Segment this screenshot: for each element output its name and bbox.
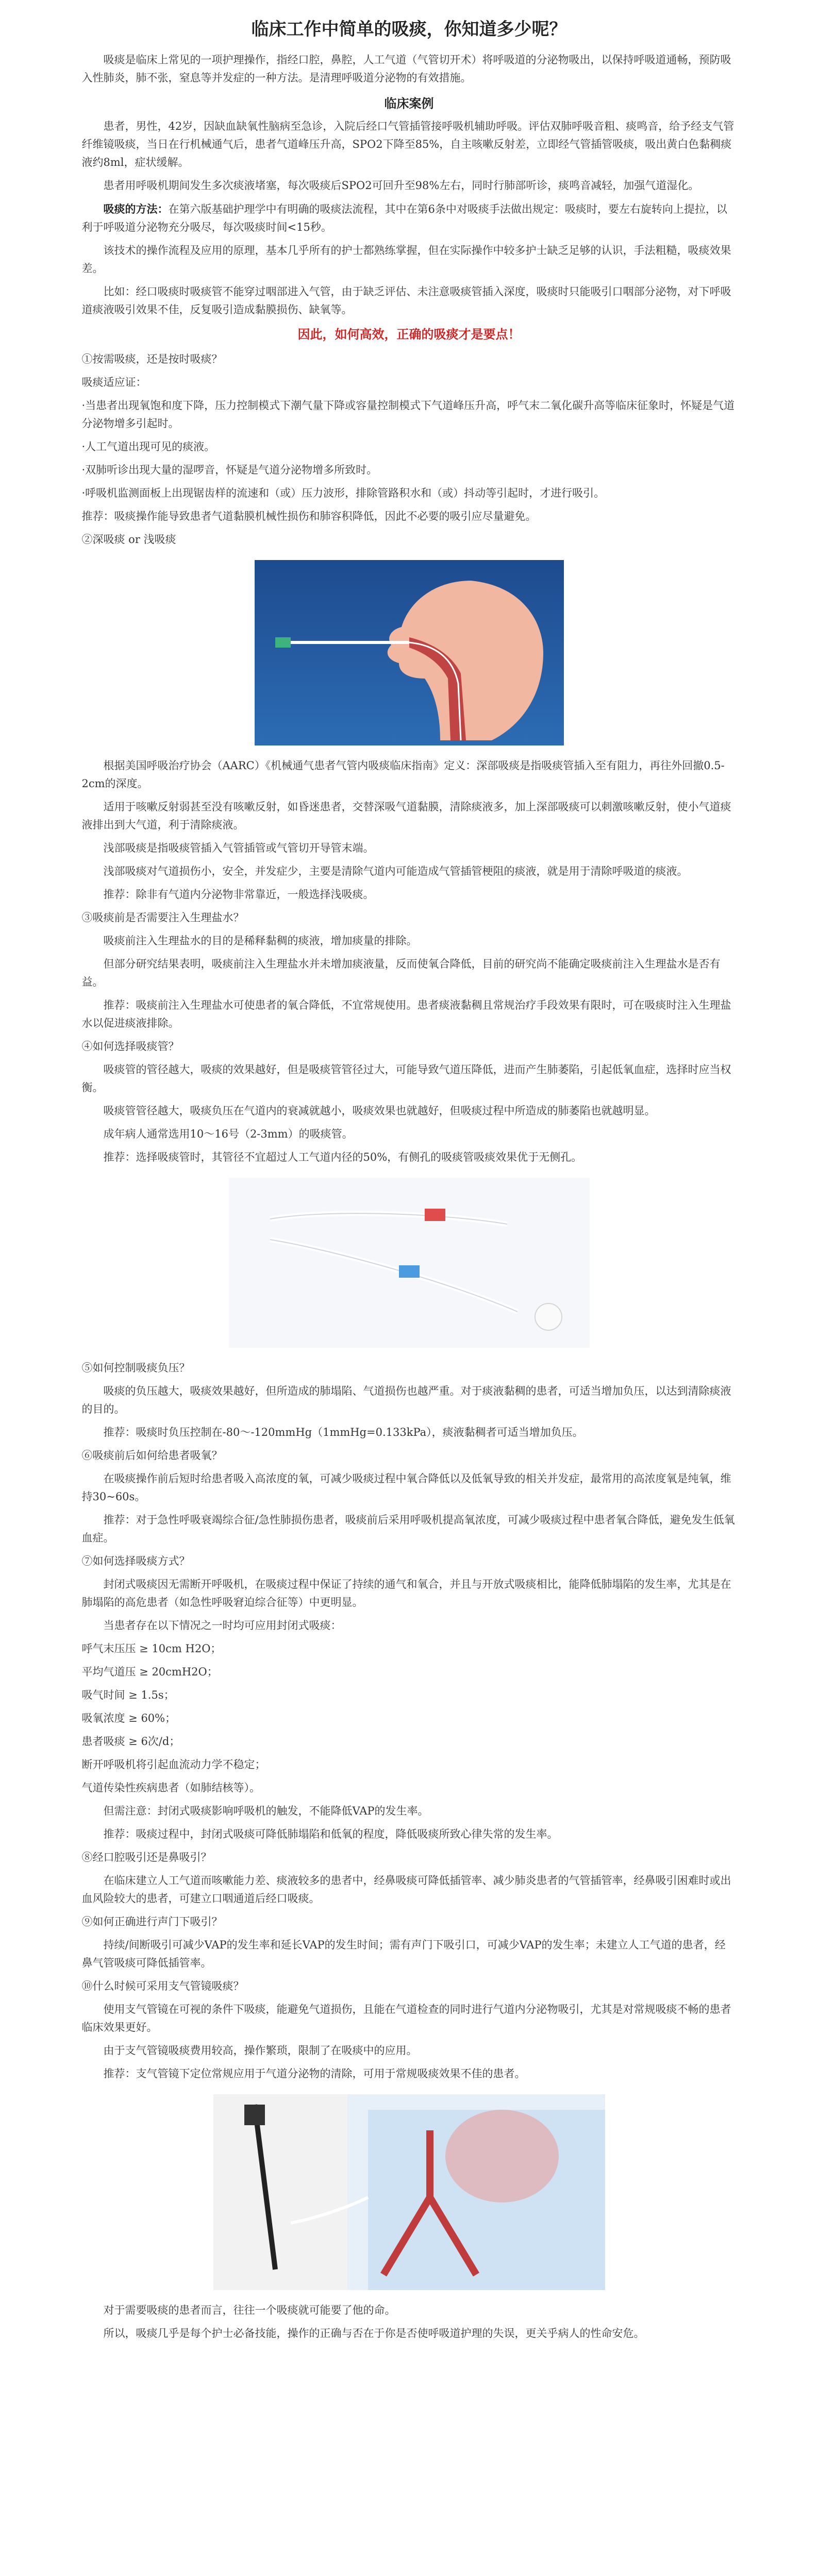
q8-title: ⑧经口腔吸引还是鼻吸引？ [81,1851,212,1863]
q3-paragraph: 推荐：吸痰前注入生理盐水可使患者的氧合降低，不宜常规使用。患者痰液黏稠且常规治疗手段效果有限时，可在吸痰时注入生理盐水以促进痰液排除。 [81,999,731,1029]
q8-paragraph: 在临床建立人工气道而咳嗽能力差、痰液较多的患者中，经鼻吸痰可降低插管率、减少肺炎患者的气管插管率，经鼻吸引困难时或出血风险较大的患者，可建立口咽通道后经口吸痰。 [81,1874,731,1905]
lung-lobe [445,2110,559,2202]
q7-condition: 患者吸痰 ≥ 6次/d； [81,1735,180,1748]
q6-paragraph: 推荐：对于急性呼吸衰竭综合征/急性肺损伤患者，吸痰前后采用呼吸机提高氧浓度，可减少吸痰过程中患者氧合降低，避免发生低氧血症。 [81,1514,735,1544]
q10-title: ⑩什么时候可采用支气管镜吸痰？ [81,1980,244,1992]
q7-condition: 吸氧浓度 ≥ 60%； [81,1712,176,1724]
article [82,0,737,2343]
phenomenon-label: 吸痰的方法： [103,202,169,215]
q2-title: ②深吸痰 or 浅吸痰 [81,533,176,546]
blue-connector [399,1265,420,1278]
discussion-paragraph: 比如：经口吸痰时吸痰管不能穿过咽部进入气管，由于缺乏评估、未注意吸痰管插入深度，吸痰时只能吸引口咽部分泌物，对下呼吸道痰液吸引效果不佳，反复吸引造成黏膜损伤、缺氧等。 [81,285,731,316]
q9-title: ⑨如何正确进行声门下吸引？ [81,1916,223,1928]
article-title: 临床工作中简单的吸痰，你知道多少呢？ [251,19,567,40]
closing-paragraph: 对于需要吸痰的患者而言，往往一个吸痰就可能要了他的命。 [103,2304,396,2316]
q7-condition: 吸气时间 ≥ 1.5s； [81,1689,175,1701]
q4-title: ④如何选择吸痰管？ [81,1040,179,1053]
bronchoscope-head [244,2105,265,2125]
q1-item: ·双肺听诊出现大量的湿啰音，怀疑是气道分泌物增多所致时。 [81,464,378,476]
q6-paragraph: 在吸痰操作前后短时给患者吸入高浓度的氧，可减少吸痰过程中氧合降低以及低氧导致的相关并发症，最常用的高浓度氧是纯氧，维持30~60s。 [81,1472,731,1503]
anatomy-figure [255,560,564,745]
key-question-heading: 因此，如何高效，正确的吸痰才是要点！ [297,327,521,342]
phenomenon-text: 在第六版基础护理学中有明确的吸痰法流程，其中在第6条中对吸痰手法做出规定：吸痰时，要左右旋转向上提拉，以利于呼吸道分泌物充分吸尽，每次吸痰时间<15秒。 [81,203,727,233]
catheter-connector [275,637,291,648]
q2-paragraph: 浅部吸痰是指吸痰管插入气管插管或气管切开导管末端。 [103,842,374,854]
q10-paragraph: 使用支气管镜在可视的条件下吸痰，能避免气道损伤，且能在气道检查的同时进行气道内分泌物吸引，尤其是对常规吸痰不畅的患者临床效果更好。 [81,2003,731,2033]
q2-paragraph: 浅部吸痰对气道损伤小，安全，并发症少，主要是清除气道内可能造成气管插管梗阻的痰液，就是用于清除呼吸道的痰液。 [103,865,688,877]
q5-paragraph: 吸痰的负压越大，吸痰效果越好，但所造成的肺塌陷、气道损伤也越严重。对于痰液黏稠的患者，可适当增加负压，以达到清除痰液的目的。 [81,1385,731,1415]
red-connector [425,1209,445,1221]
q1-recommend: 推荐：吸痰操作能导致患者气道黏膜机械性损伤和肺容积降低，因此不必要的吸引应尽量避免。 [81,510,537,522]
q2-paragraph: 推荐：除非有气道内分泌物非常靠近，一般选择浅吸痰。 [103,888,374,901]
bronchoscopy-figure [213,2094,605,2290]
q6-title: ⑥吸痰前后如何给患者吸氧？ [81,1449,223,1462]
discussion-paragraph: 该技术的操作流程及应用的原理，基本几乎所有的护士都熟练掌握，但在实际操作中较多护士缺乏足够的认识，手法粗糙，吸痰效果差。 [81,244,731,275]
q10-paragraph: 由于支气管镜吸痰费用较高，操作繁琐，限制了在吸痰中的应用。 [103,2044,418,2057]
q7-paragraph: 封闭式吸痰因无需断开呼吸机，在吸痰过程中保证了持续的通气和氧合，并且与开放式吸痰相比，能降低肺塌陷的发生率，尤其是在肺塌陷的高危患者（如急性呼吸窘迫综合征等）中更明显。 [81,1578,731,1608]
q2-paragraph: 根据美国呼吸治疗协会（AARC）《机械通气患者气管内吸痰临床指南》定义：深部吸痰是指吸痰管插入至有阻力，再往外回撤0.5-2cm的深度。 [81,759,725,790]
q7-condition: 断开呼吸机将引起血流动力学不稳定； [81,1758,266,1771]
q4-paragraph: 成年病人通常选用10～16号（2-3mm）的吸痰管。 [103,1128,353,1140]
q4-paragraph: 吸痰管管径越大，吸痰负压在气道内的衰减就越小，吸痰效果也就越好，但吸痰过程中所造成的肺萎陷也就越明显。 [103,1105,656,1117]
q4-paragraph: 推荐：选择吸痰管时，其管径不宜超过人工气道内径的50%，有侧孔的吸痰管吸痰效果优于无侧孔。 [103,1151,582,1163]
q7-condition: 呼气末压压 ≥ 10cm H2O； [81,1642,222,1655]
q4-paragraph: 吸痰管的管径越大，吸痰的效果越好，但是吸痰管管径过大，可能导致气道压降低，进而产生肺萎陷，引起低氧血症，选择时应当权衡。 [81,1063,731,1094]
q5-title: ⑤如何控制吸痰负压？ [81,1362,190,1374]
q7-title: ⑦如何选择吸痰方式？ [81,1555,190,1567]
q9-paragraph: 持续/间断吸引可减少VAP的发生率和延长VAP的发生时间；需有声门下吸引口，可减少VAP的发生率；未建立人工气道的患者，经鼻气管吸痰可降低插管率。 [81,1939,726,1969]
q7-condition: 平均气道压 ≥ 20cmH2O； [81,1666,218,1678]
q10-paragraph: 推荐：支气管镜下定位常规应用于气道分泌物的清除，可用于常规吸痰效果不佳的患者。 [103,2067,526,2080]
q1-item: ·呼吸机监测面板上出现锯齿样的流速和（或）压力波形，排除管路积水和（或）抖动等引起时，才进行吸引。 [81,487,605,499]
q7-note: 但需注意：封闭式吸痰影响呼吸机的触发，不能降低VAP的发生率。 [103,1805,429,1817]
round-cap [535,1303,562,1330]
closing-paragraph: 所以，吸痰几乎是每个护士必备技能，操作的正确与否在于你是否使呼吸道护理的失误，更关乎病人的性命安危。 [103,2327,645,2340]
q2-paragraph: 适用于咳嗽反射弱甚至没有咳嗽反射，如昏迷患者，交替深吸气道黏膜，清除痰液多，加上深部吸痰可以刺激咳嗽反射，使小气道痰液排出到大气道，利于清除痰液。 [81,801,731,831]
case-heading: 临床案例 [384,96,434,111]
q7-paragraph: 当患者存在以下情况之一时均可应用封闭式吸痰： [103,1619,342,1632]
q3-paragraph: 但部分研究结果表明，吸痰前注入生理盐水并未增加痰液量，反而使氧合降低，目前的研究尚不能确定吸痰前注入生理盐水是否有益。 [81,958,721,988]
q1-item: ·人工气道出现可见的痰液。 [81,440,215,453]
intro-paragraph: 吸痰是临床上常见的一项护理操作，指经口腔，鼻腔，人工气道（气管切开术）将呼吸道的分泌物吸出，以保持呼吸道通畅，预防吸入性肺炎，肺不张，窒息等并发症的一种方法。是清理呼吸道分泌物的有效措施。 [81,54,731,84]
q5-paragraph: 推荐：吸痰时负压控制在-80～-120mmHg（1mmHg=0.133kPa），痰液黏稠者可适当增加负压。 [103,1426,583,1438]
q7-recommend: 推荐：吸痰过程中，封闭式吸痰可降低肺塌陷和低氧的程度，降低吸痰所致心律失常的发生率。 [103,1828,558,1840]
q7-condition: 气道传染性疾病患者（如肺结核等）。 [81,1782,260,1794]
q1-label: 吸痰适应证： [81,376,147,388]
phenomenon-paragraph [82,200,737,236]
q3-paragraph: 吸痰前注入生理盐水的目的是稀释黏稠的痰液，增加痰量的排除。 [103,935,418,947]
catheter-figure [229,1178,590,1348]
case-paragraph: 患者，男性，42岁，因缺血缺氧性脑病至急诊，入院后经口气管插管接呼吸机辅助呼吸。评估双肺呼吸音粗、痰鸣音，给予经支气管纤维镜吸痰，当日在行机械通气后，患者气道峰压升高，SPO2下降至85%，自主咳嗽反射差，立即经气管插管吸痰，吸出黄白色黏稠痰液约8ml，症状缓解。 [81,120,734,168]
q1-title: ①按需吸痰，还是按时吸痰？ [81,353,223,365]
case-paragraph: 患者用呼吸机期间发生多次痰液堵塞，每次吸痰后SPO2可回升至98%左右，同时行肺部听诊，痰鸣音减轻，加强气道湿化。 [103,179,699,192]
q1-item: ·当患者出现氧饱和度下降，压力控制模式下潮气量下降或容量控制模式下气道峰压升高，呼气末二氧化碳升高等临床征象时，怀疑是气道分泌物增多引起时。 [81,399,735,430]
q3-title: ③吸痰前是否需要注入生理盐水？ [81,911,244,924]
